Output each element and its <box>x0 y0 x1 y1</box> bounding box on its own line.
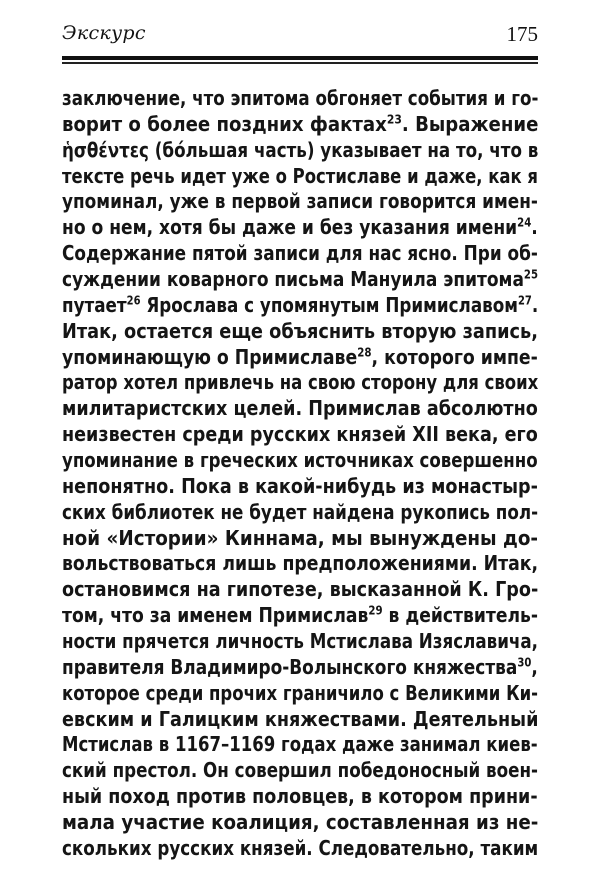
line-text: ратор хотел привлечь на свою сторону для своих <box>62 370 539 395</box>
line-text: Ярослава с упомянутым Примиславом <box>140 292 518 317</box>
text-line <box>62 629 538 655</box>
text-line <box>62 655 538 681</box>
text-line <box>62 345 538 371</box>
book-page <box>62 0 538 872</box>
line-text: том, что за именем Примислав <box>62 603 369 628</box>
text-line <box>62 241 538 267</box>
line-text: Итак, остается еще объяснить вторую запись, <box>62 318 538 343</box>
text-line <box>62 784 538 810</box>
line-text: непонятно. Пока в какой-нибудь из монастыр- <box>62 473 538 498</box>
text-line <box>62 836 538 862</box>
line-text: которое среди прочих граничило с Великими Ки- <box>62 680 539 705</box>
line-text: Содержание пятой записи для нас ясно. При об- <box>62 241 538 266</box>
line-text: ворит о более поздних фактах <box>62 111 387 136</box>
line-text: . Выражение <box>401 111 539 136</box>
page-number: 175 <box>506 22 538 46</box>
line-text: упоминал, уже в первой записи говорится имен- <box>62 189 538 214</box>
text-line <box>62 396 538 422</box>
footnote-ref: 28 <box>357 344 372 359</box>
line-text: ἡσθέντες (бóльшая часть) указывает на то, что в <box>62 137 539 162</box>
running-title: Экскурс <box>62 22 146 44</box>
text-line <box>62 422 538 448</box>
line-text: в действитель- <box>382 603 538 628</box>
text-line <box>62 267 538 293</box>
footnote-ref: 25 <box>523 267 538 282</box>
line-text: евским и Галицким княжествами. Деятельный <box>62 706 539 731</box>
text-line <box>62 603 538 629</box>
text-line <box>62 681 538 707</box>
line-text: , <box>531 654 538 679</box>
text-line <box>62 189 538 215</box>
line-text: вольствоваться лишь предположениями. Итак, <box>62 551 539 576</box>
line-text: ный поход против половцев, в котором прини- <box>62 784 538 809</box>
text-line <box>62 810 538 836</box>
text-line <box>62 526 538 552</box>
header-rule-thin <box>62 62 538 64</box>
footnote-ref: 23 <box>386 112 402 127</box>
line-text: . <box>531 292 539 317</box>
text-line <box>62 319 538 345</box>
line-text: . <box>531 215 538 240</box>
text-line <box>62 215 538 241</box>
line-text: , которого импе- <box>371 344 538 369</box>
line-text: остановимся на гипотезе, высказанной К. Гро- <box>62 577 539 602</box>
line-text: милитаристских целей. Примислав абсолютно <box>62 396 538 421</box>
footnote-ref: 29 <box>368 603 383 618</box>
text-line <box>62 551 538 577</box>
text-line <box>62 758 538 784</box>
line-text: упоминание в греческих источниках совершенно <box>62 448 538 473</box>
line-text: тексте речь идет уже о Ростиславе и даже, как я <box>62 163 538 188</box>
text-line <box>62 86 538 112</box>
line-text: ной «Истории» Киннама, мы вынуждены до- <box>62 525 539 550</box>
text-line <box>62 138 538 164</box>
line-text: правителя Владимиро-Волынского княжества <box>62 654 518 679</box>
running-header <box>62 22 538 50</box>
text-line <box>62 370 538 396</box>
text-line <box>62 732 538 758</box>
line-text: упоминающую о Примиславе <box>62 344 358 369</box>
line-text: Мстислав в 1167–1169 годах даже занимал киев- <box>62 732 538 757</box>
line-text: ских библиотек не будет найдена рукопись пол- <box>62 499 539 524</box>
text-line <box>62 448 538 474</box>
text-line <box>62 112 538 138</box>
text-line <box>62 293 538 319</box>
text-line <box>62 164 538 190</box>
line-text: путает <box>62 292 127 317</box>
footnote-ref: 26 <box>126 293 141 308</box>
header-rule-thick <box>62 56 538 60</box>
text-line <box>62 577 538 603</box>
line-text: ности прячется личность Мстислава Изяславича, <box>62 629 539 654</box>
footnote-ref: 30 <box>517 655 532 670</box>
line-text: заключение, что эпитома обгоняет события и го- <box>62 86 539 110</box>
line-text: но о нем, хотя бы даже и без указания имени <box>62 215 518 240</box>
footnote-ref: 27 <box>517 293 532 308</box>
line-text: скольких русских князей. Следовательно, таким <box>62 835 539 860</box>
line-text: неизвестен среди русских князей XII века, его <box>62 422 538 447</box>
line-text: ский престол. Он совершил победоносный воен- <box>62 758 538 783</box>
text-line <box>62 500 538 526</box>
line-text: суждении коварного письма Мануила эпитома <box>62 267 524 292</box>
body-text <box>62 86 538 862</box>
footnote-ref: 24 <box>517 215 532 230</box>
line-text: мала участие коалиция, составленная из не- <box>62 810 539 835</box>
text-line <box>62 474 538 500</box>
text-line <box>62 707 538 733</box>
